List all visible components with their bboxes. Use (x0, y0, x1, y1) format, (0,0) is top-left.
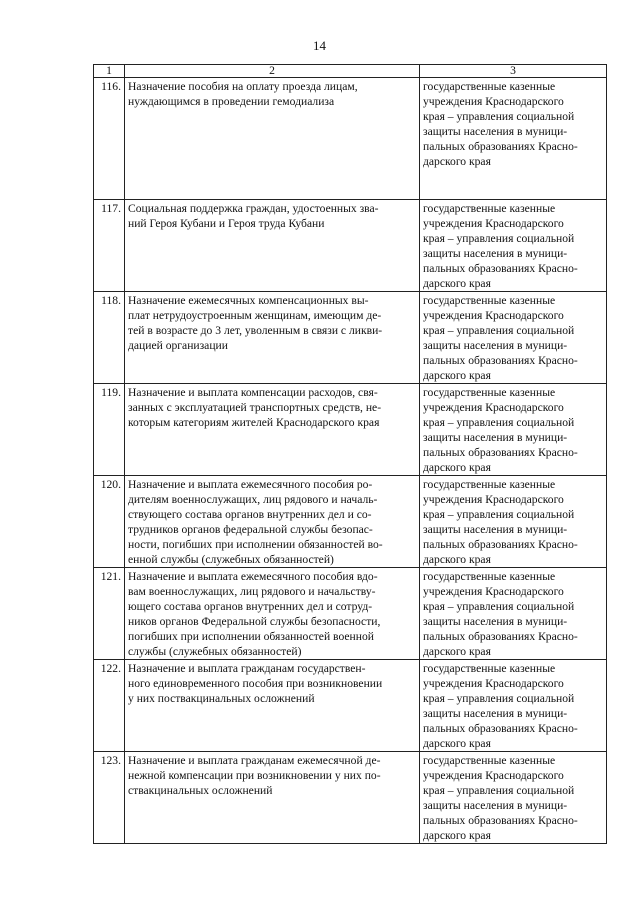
service-name: Назначение и выплата ежемесячного пособия ро- дителям военнослужащих, лиц рядового и началь- ствующего состава органов внутренних дел и со- трудников органов федеральной службы безопас- ности, погибших при исполнении обязанностей во- енной службы (служебных обязанностей) (125, 476, 420, 568)
responsible-authority: государственные казенные учреждения Краснодарского края – управления социальной защиты населения в муници- пальных образованиях Красно- дарского края (420, 568, 607, 660)
service-name: Назначение пособия на оплату проезда лицам, нуждающимся в проведении гемодиализа (125, 78, 420, 200)
row-number: 122. (94, 660, 125, 752)
row-number: 123. (94, 752, 125, 844)
service-name: Назначение и выплата ежемесячного пособия вдо- вам военнослужащих, лиц рядового и начальству- ющего состава органов внутренних дел и сотруд- ников органов Федеральной службы безопасности, погибших при исполнении обязанностей военной службы (служебных обязанностей) (125, 568, 420, 660)
service-name: Назначение и выплата гражданам государствен- ного единовременного пособия при возникновении у них поствакцинальных осложнений (125, 660, 420, 752)
column-header-2: 2 (125, 65, 420, 78)
responsible-authority: государственные казенные учреждения Краснодарского края – управления социальной защиты населения в муници- пальных образованиях Красно- дарского края (420, 384, 607, 476)
row-number: 121. (94, 568, 125, 660)
responsible-authority: государственные казенные учреждения Краснодарского края – управления социальной защиты населения в муници- пальных образованиях Красно- дарского края (420, 752, 607, 844)
service-name: Назначение и выплата гражданам ежемесячной де- нежной компенсации при возникновении у них по- ствакцинальных осложнений (125, 752, 420, 844)
table-row (94, 78, 607, 200)
column-header-3: 3 (420, 65, 607, 78)
table-row (94, 292, 607, 384)
table-row (94, 568, 607, 660)
table-header-row (94, 65, 607, 78)
service-name: Назначение ежемесячных компенсационных вы- плат нетрудоустроенным женщинам, имеющим де- тей в возрасте до 3 лет, уволенным в связи с ликви- дацией организации (125, 292, 420, 384)
table-row (94, 476, 607, 568)
row-number: 116. (94, 78, 125, 200)
responsible-authority: государственные казенные учреждения Краснодарского края – управления социальной защиты населения в муници- пальных образованиях Красно- дарского края (420, 292, 607, 384)
column-header-1: 1 (94, 65, 125, 78)
responsible-authority: государственные казенные учреждения Краснодарского края – управления социальной защиты населения в муници- пальных образованиях Красно- дарского края (420, 78, 607, 200)
row-number: 117. (94, 200, 125, 292)
service-name: Социальная поддержка граждан, удостоенных зва- ний Героя Кубани и Героя труда Кубани (125, 200, 420, 292)
table-row (94, 200, 607, 292)
responsible-authority: государственные казенные учреждения Краснодарского края – управления социальной защиты населения в муници- пальных образованиях Красно- дарского края (420, 660, 607, 752)
table-row (94, 660, 607, 752)
table-row (94, 752, 607, 844)
row-number: 120. (94, 476, 125, 568)
page-number: 14 (313, 38, 326, 53)
table-row (94, 384, 607, 476)
service-name: Назначение и выплата компенсации расходов, свя- занных с эксплуатацией транспортных средств, не- которым категориям жителей Краснодарского края (125, 384, 420, 476)
row-number: 119. (94, 384, 125, 476)
row-number: 118. (94, 292, 125, 384)
responsible-authority: государственные казенные учреждения Краснодарского края – управления социальной защиты населения в муници- пальных образованиях Красно- дарского края (420, 476, 607, 568)
services-table (93, 64, 607, 844)
responsible-authority: государственные казенные учреждения Краснодарского края – управления социальной защиты населения в муници- пальных образованиях Красно- дарского края (420, 200, 607, 292)
